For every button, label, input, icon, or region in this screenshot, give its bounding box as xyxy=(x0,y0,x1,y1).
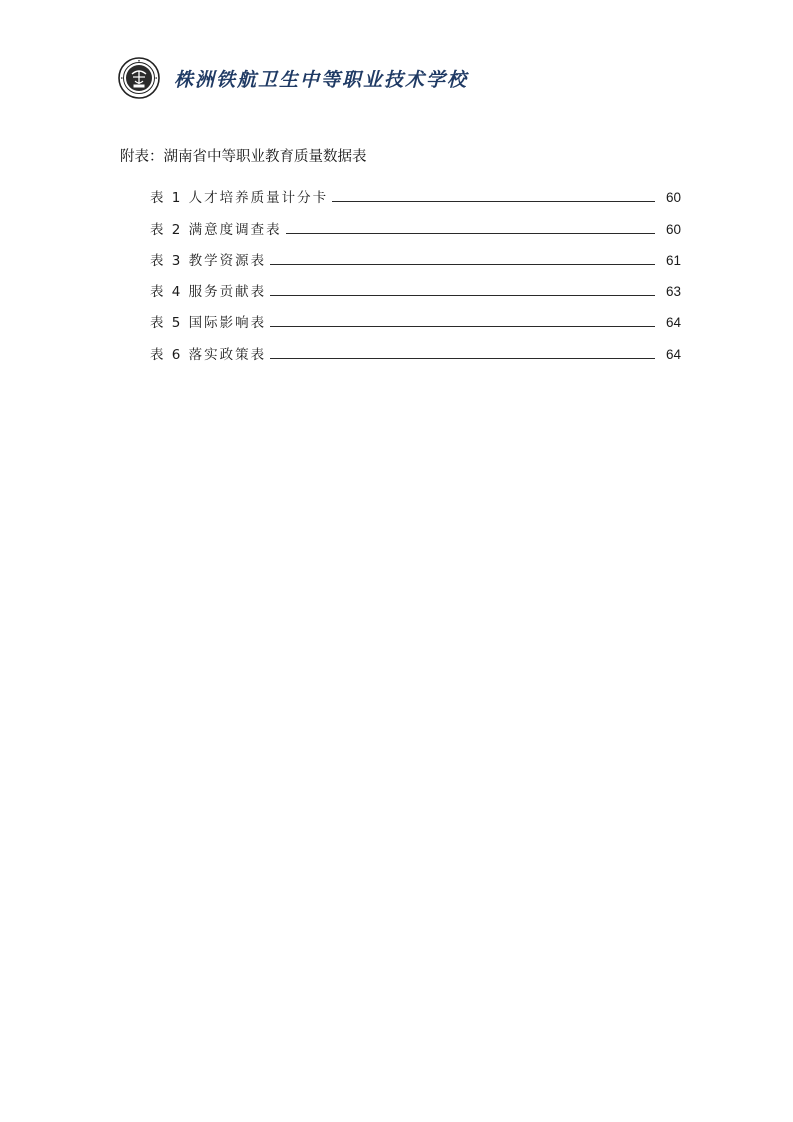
toc-entry-label: 表 3 教学资源表 xyxy=(150,252,267,269)
toc-entry-label: 表 1 人才培养质量计分卡 xyxy=(150,190,329,207)
toc-leader-line xyxy=(270,263,655,265)
toc-leader-line xyxy=(270,325,655,327)
toc-leader-line xyxy=(332,200,655,202)
toc-entry-label: 表 2 满意度调查表 xyxy=(150,221,282,238)
toc-entry-page: 64 xyxy=(665,315,681,331)
toc-entry[interactable] xyxy=(150,240,681,271)
toc-entry-page: 60 xyxy=(665,221,681,237)
toc-entry-label: 表 4 服务贡献表 xyxy=(150,284,267,301)
toc-entry[interactable] xyxy=(150,333,681,364)
toc-entry-page: 64 xyxy=(665,346,681,362)
toc-leader-line xyxy=(270,294,655,296)
toc-leader-line xyxy=(270,357,655,359)
toc-entry[interactable] xyxy=(150,302,681,333)
toc-entry-label: 表 6 落实政策表 xyxy=(150,346,267,363)
toc-entry[interactable] xyxy=(150,208,681,239)
table-of-contents xyxy=(150,177,681,365)
toc-entry-page: 60 xyxy=(665,190,681,206)
toc-entry[interactable] xyxy=(150,271,681,302)
school-emblem-icon xyxy=(118,57,160,99)
toc-entry-page: 63 xyxy=(665,284,681,300)
appendix-title: 附表：湖南省中等职业教育质量数据表 xyxy=(120,149,367,165)
toc-entry-page: 61 xyxy=(665,252,681,268)
toc-entry[interactable] xyxy=(150,177,681,208)
page-header xyxy=(118,56,468,100)
toc-entry-label: 表 5 国际影响表 xyxy=(150,315,267,332)
toc-leader-line xyxy=(286,232,655,234)
school-name: 株洲铁航卫生中等职业技术学校 xyxy=(174,68,469,91)
